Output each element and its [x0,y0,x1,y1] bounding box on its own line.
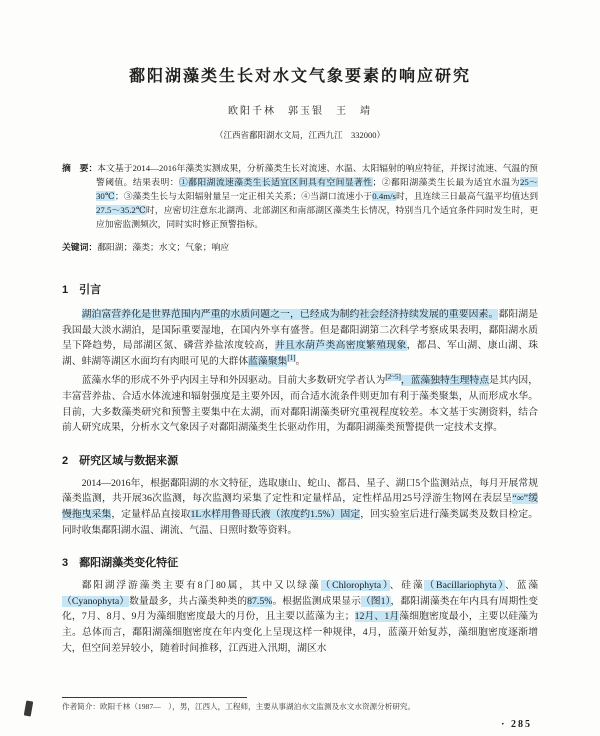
section-heading-algae-variation: 3 鄱阳湖藻类变化特征 [62,557,179,570]
section-heading-study-area: 2 研究区域与数据来源 [62,454,179,467]
keywords-text: 鄱阳湖；藻类；水文；气象；响应 [97,242,230,252]
affiliation-line: （江西省鄱阳湖水文局，江西九江 332000） [214,130,385,140]
page-number-value: 285 [511,719,532,730]
section-heading-introduction: 1 引言 [62,284,102,296]
algae-variation-paragraph: 鄱阳湖浮游藻类主要有8门80属，其中又以绿藻（Chlorophyta）、硅藻（Bacillariophyta）、蓝藻（Cyanophyta）数量最多，共占藻类种类的87.5%。根据监测成果显示（图1），鄱阳湖藻类在年内具有周期性变化，7月、8月、9月为藻细胞密度最大的月份，且主要以蓝藻为主；12月、1月藻细胞密度最小，主要以硅藻为主。总体而言，鄱阳湖藻细胞密度在年内变化上呈现这样一种规律，4月，蓝藻开始复苏，藻细胞密度逐渐增大，但空间差异较小，随着时间推移，江西进入汛期，湖区水 [62,580,539,654]
footnote-area [62,697,538,712]
paper-title: 鄱阳湖藻类生长对水文气象要素的响应研究 [128,68,471,85]
abstract-text: 本文基于2014—2016年藻类实测成果，分析藻类生长对流速、水温、太阳辐射的响应特征，并探讨流速、气温的预警阈值。结果表明：①鄱阳湖流速藻类生长适宜区间具有空间显著性；②鄱阳湖藻类生长最为适宜水温为25～30℃；③藻类生长与太阳辐射量呈一定正相关关系；④当湖口流速小于0.4m/s时，且连续三日最高气温平均值达到27.5～35.2℃时，应密切注意东北湖湾、北部湖区和南部湖区藻类生长情况，特别当几个适宜条件同时发生时，更应加密监测频次，同时实时修正预警指标。 [96,163,538,229]
scan-artifact [24,701,33,717]
page-number [501,719,532,730]
footnote-divider [62,697,247,698]
authors-line: 欧阳千林 郭玉银 王 靖 [228,106,372,117]
study-area-paragraph: 2014—2016年，根据鄱阳湖的水文特征，选取康山、蛇山、都昌、星子、湖口5个监测站点，每月开展常规藻类监测，共开展36次监测，每次监测均采集了定性和定量样品，定性样品用25号浮游生物网在表层呈“∞”缓慢拖曳采集，定量样品直接取1L水样用鲁哥氏液（浓度约1.5%）固定，回实验室后进行藻类属类及数目检定。同时收集鄱阳湖水温、湖流、气温、日照时数等资料。 [62,477,539,536]
keywords-block [62,241,538,253]
intro-paragraph-2: 蓝藻水华的形成不外乎内因主导和外因驱动。目前大多数研究学者认为[2~5]，蓝藻独特生理特点是其内因，丰富营养盐、合适水体流速和辐射强度是主要外因，而合适水流条件则更加有利于藻类聚集，从而形成水华。目前，大多数藻类研究和预警主要集中在太湖，而对鄱阳湖藻类研究重视程度较差。本文基于实测资料，结合前人研究成果，分析水文气象因子对鄱阳湖藻类生长驱动作用，为鄱阳湖藻类预警提供一定技术支撑。 [62,373,539,434]
keywords-label: 关键词： [62,242,98,252]
author-bio-footnote: 作者简介：欧阳千林（1987— ），男，江西人，工程师，主要从事湖泊水文监测及水文水资源分析研究。 [62,702,416,711]
abstract-block [62,161,538,231]
page-number-mark: · [501,719,507,730]
intro-paragraph-1: 湖泊富营养化是世界范围内严重的水质问题之一，已经成为制约社会经济持续发展的重要因素。鄱阳湖是我国最大淡水湖泊，是国际重要湿地，在国内外享有盛誉。但是鄱阳湖第二次科学考察成果表明，鄱阳湖水质呈下降趋势，局部湖区氮、磷营养盐浓度较高，并且水葫芦类高密度繁殖现象，都昌、军山湖、康山湖、珠湖、蚌湖等湖区水面均有肉眼可见的大群体蓝藻聚集[1]。 [62,309,539,367]
abstract-label: 摘 要： [62,163,98,173]
